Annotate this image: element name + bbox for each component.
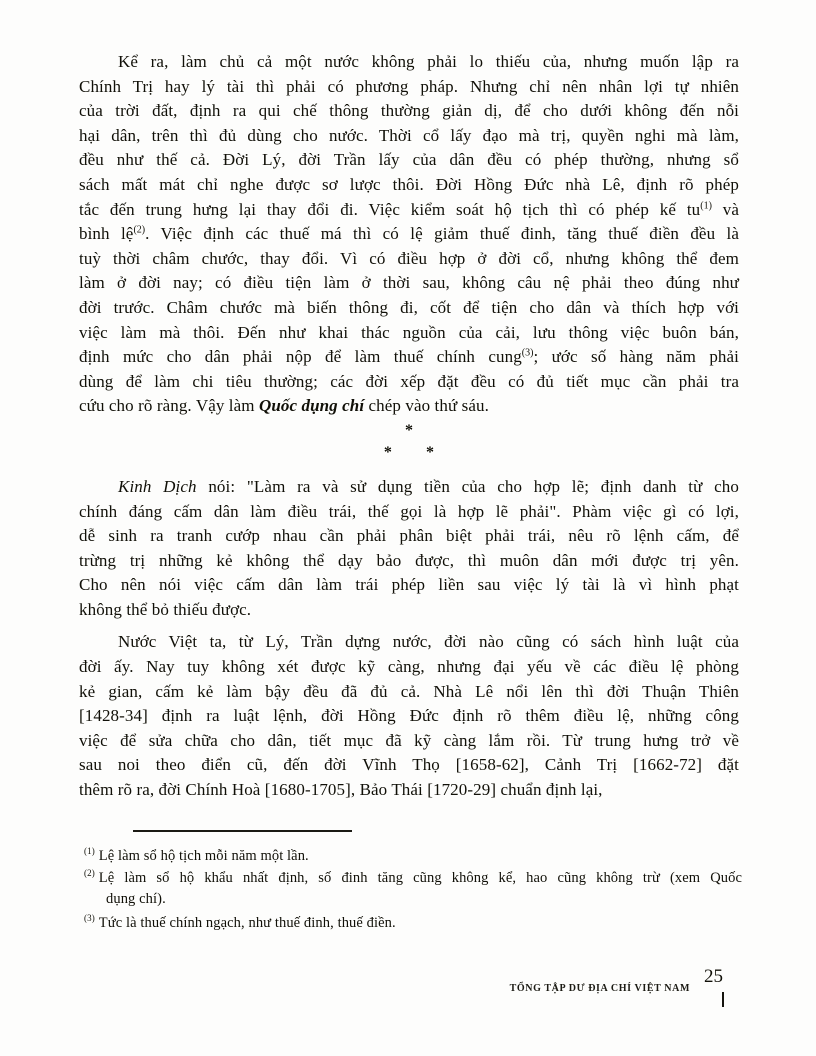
page-number-tick-mark bbox=[722, 992, 724, 1007]
footnote bbox=[84, 846, 742, 868]
footnote-reference: (2) bbox=[133, 224, 146, 236]
text-line: chính đáng cấm dân làm điều trái, thế gọi là hợp lẽ phải". Phàm việc gì có lợi, bbox=[79, 501, 739, 521]
footnotes-block bbox=[84, 846, 742, 934]
text-line: Chính Trị hay lý tài thì phải có phương pháp. Nhưng chỉ nên nhân lợi tự nhiên bbox=[79, 76, 739, 96]
footnote-reference: (3) bbox=[521, 347, 534, 359]
text-line: Kể ra, làm chủ cả một nước không phải lo thiếu của, nhưng muốn lập ra bbox=[118, 52, 739, 71]
text-line: tắc đến trung hưng lại thay đổi đi. Việc kiểm soát hộ tịch thì có phép kế $tu^{(1)}$ và bbox=[79, 199, 739, 219]
text-line: việc để sửa chữa cho dân, tiết mục đã kỹ càng lắm rồi. Từ trung hưng trở về bbox=[79, 730, 739, 750]
text-line: kẻ gian, cấm kẻ làm bậy đều đã đủ cả. Nhà Lê nổi lên thì đời Thuận Thiên bbox=[79, 681, 739, 701]
footnote-divider-rule bbox=[133, 830, 352, 832]
paragraph-2 bbox=[79, 475, 739, 623]
footnote bbox=[84, 868, 742, 911]
text-line: việc làm mà thôi. Đến như khai thác nguồn của cải, lưu thông việc buôn bán, bbox=[79, 322, 739, 342]
text-line: sách mất mát chỉ nghe được sơ lược thôi. Đời Hồng Đức nhà Lê, định rõ phép bbox=[79, 174, 739, 194]
text-line: đều như thế cả. Đời Lý, đời Trần lấy của dân đều có phép thường, nhưng sổ bbox=[79, 150, 739, 170]
footer-book-title: TỔNG TẬP DƯ ĐỊA CHÍ VIỆT NAM bbox=[509, 983, 690, 994]
text-line: đời ấy. Nay tuy không xét được kỹ càng, nhưng đại yếu về các điều lệ phòng bbox=[79, 657, 739, 677]
footnote-line: $^{(3)}$ Tức là thuế chính ngạch, như thuế đinh, thuế điền. bbox=[84, 912, 396, 931]
footnote-line: $^{(2)}$ Lệ làm sổ hộ khẩu nhất định, số đinh tăng cũng không kể, hao cũng không trừ (xem Quốc bbox=[84, 867, 742, 886]
footnote-reference: (1) bbox=[700, 199, 712, 211]
text-line: đời trước. Châm chước mà biến thông đi, cốt để tiện cho dân và thích hợp với bbox=[79, 297, 739, 317]
footnote-marker: (2) bbox=[84, 867, 95, 878]
text-line: cứu cho rõ ràng. Vậy làm Quốc dụng chí chép vào thứ sáu. bbox=[79, 396, 489, 416]
footnote bbox=[84, 913, 742, 935]
text-line: bình lệ$^{(2)}$. Việc định các thuế má thì có lệ giảm thuế đinh, tăng thuế điền đều là bbox=[79, 224, 739, 244]
bold-italic-title: Quốc dụng chí bbox=[258, 396, 365, 416]
text-line: tuỳ thời châm chước, thay đổi. Vì có điều hợp ở đời cổ, nhưng không thể đem bbox=[79, 248, 739, 268]
separator-stars-bottom: * * bbox=[383, 443, 435, 461]
page-number: 25 bbox=[704, 966, 723, 987]
text-line: dùng để làm chi tiêu thường; các đời xếp đặt đều có đủ tiết mục cần phải tra bbox=[79, 371, 739, 391]
footnote-marker: (3) bbox=[84, 912, 95, 923]
text-line: Cho nên nói việc cấm dân làm trái phép liền sau việc lý tài là vì hình phạt bbox=[79, 575, 739, 595]
text-line: trừng trị những kẻ không thể dạy bảo được, thì muôn dân mới được trị yên. bbox=[79, 550, 739, 570]
text-line: của trời đất, định ra qui chế thông thường giản dị, để cho dưới không đến nỗi bbox=[79, 101, 739, 121]
text-line: làm ở đời nay; có điều tiện làm ở thời sau, không câu nệ phải theo đúng như bbox=[79, 273, 739, 293]
text-line: không thể bỏ thiếu được. bbox=[79, 599, 252, 619]
text-line: dễ sinh ra tranh cướp nhau cần phải phân biệt phải trái, nêu rõ lệnh cấm, để bbox=[79, 526, 739, 546]
footnote-line: dụng chí). bbox=[106, 891, 166, 908]
footnote-marker: (1) bbox=[84, 846, 95, 857]
text-line: Kinh Dịch nói: "Làm ra và sử dụng tiền của cho hợp lẽ; định danh từ cho bbox=[118, 476, 739, 496]
text-line: sau noi theo điển cũ, đến đời Vĩnh Thọ [1658-62], Cảnh Trị [1662-72] đặt bbox=[79, 755, 739, 775]
text-line: Nước Việt ta, từ Lý, Trần dựng nước, đời nào cũng có sách hình luật của bbox=[118, 632, 739, 652]
italic-text: Kinh Dịch bbox=[118, 476, 197, 496]
text-line: định mức cho dân phải nộp để làm thuế chính cung$^{(3)}$; ước số hàng năm phải bbox=[79, 347, 739, 367]
paragraph-3 bbox=[79, 630, 739, 802]
text-line: hại dân, trên thì đủ dùng cho nước. Thời cổ lấy đạo mà trị, quyền nghi mà làm, bbox=[79, 125, 739, 145]
footnote-line: $^{(1)}$ Lệ làm sổ hộ tịch mỗi năm một lần. bbox=[84, 846, 309, 864]
separator-star-top: * bbox=[404, 421, 414, 439]
text-line: thêm rõ ra, đời Chính Hoà [1680-1705], Bảo Thái [1720-29] chuẩn định lại, bbox=[79, 780, 603, 800]
asterisk-separator bbox=[79, 420, 739, 464]
text-line: [1428-34] định ra luật lệnh, đời Hồng Đức định rõ thêm điều lệ, những công bbox=[79, 706, 739, 726]
paragraph-1 bbox=[79, 50, 739, 419]
text-block bbox=[79, 50, 739, 803]
